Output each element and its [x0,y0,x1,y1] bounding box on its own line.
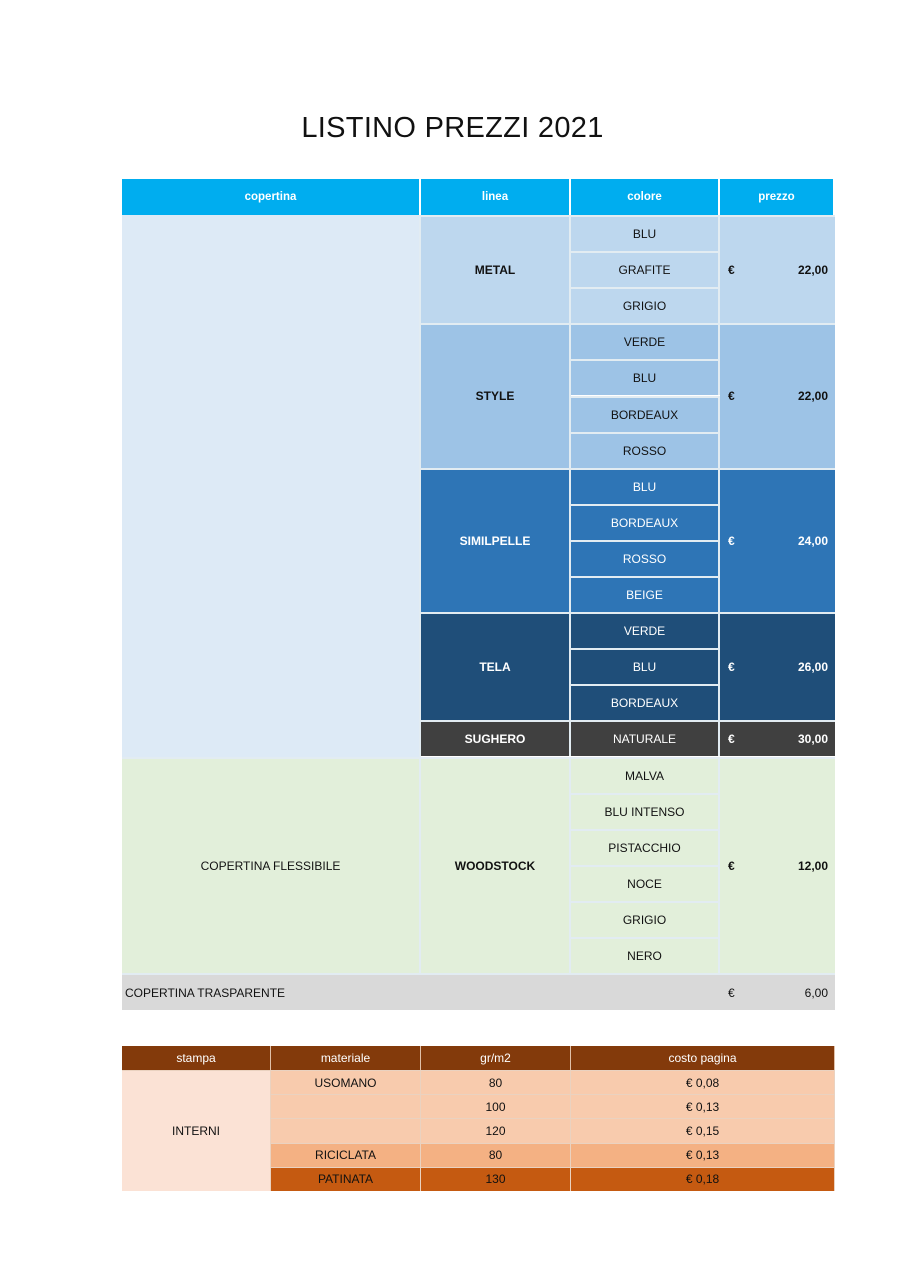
color-woodstock-0: MALVA [571,757,720,793]
price-similpelle [720,468,835,612]
color-tela-0: VERDE [571,612,720,648]
transparent-cover-row [122,973,835,1010]
paper-cost: € 0,15 [571,1118,835,1142]
price-sughero [720,720,835,756]
currency-symbol: € [728,389,735,404]
price-woodstock [720,757,835,974]
transparent-cover-label: COPERTINA TRASPARENTE [125,985,286,1000]
color-similpelle-1: BORDEAUX [571,504,720,540]
price-value: 12,00 [797,858,828,873]
color-style-1: BLU [571,359,720,395]
paper-cost: € 0,08 [571,1070,835,1094]
header-colore: colore [571,179,720,215]
paper-weight: 120 [421,1118,571,1142]
header-linea: linea [421,179,571,215]
price-metal [720,215,835,323]
line-sughero: SUGHERO [421,720,571,756]
color-woodstock-3: NOCE [571,865,720,901]
color-metal-0: BLU [571,215,720,251]
price-value: 26,00 [797,660,828,675]
paper-weight: 130 [421,1167,571,1191]
color-metal-2: GRIGIO [571,287,720,323]
currency-symbol: € [728,263,735,278]
color-tela-2: BORDEAUX [571,684,720,720]
price-value: 22,00 [797,389,828,404]
line-style: STYLE [421,323,571,467]
color-sughero-0: NATURALE [571,720,720,756]
transparent-cover-price: 6,00 [804,985,828,1000]
color-style-3: ROSSO [571,432,720,468]
page-title: LISTINO PREZZI 2021 [301,112,604,144]
price-style [720,323,835,467]
currency-symbol: € [728,858,735,873]
paper-cost: € 0,18 [571,1167,835,1191]
paper-material: PATINATA [271,1167,421,1191]
paper-material: RICICLATA [271,1143,421,1167]
cover-price-table [122,179,835,1011]
paper-weight: 100 [421,1094,571,1118]
color-similpelle-2: ROSSO [571,540,720,576]
line-metal: METAL [421,215,571,323]
paper-header-gr-m2: gr/m2 [421,1046,571,1070]
header-prezzo: prezzo [720,179,835,215]
currency-symbol: € [728,732,735,747]
currency-symbol: € [728,533,735,548]
paper-material: USOMANO [271,1070,421,1094]
color-style-0: VERDE [571,323,720,359]
paper-cost: € 0,13 [571,1094,835,1118]
color-style-2: BORDEAUX [571,396,720,432]
currency-symbol: € [728,985,735,1000]
color-similpelle-3: BEIGE [571,576,720,612]
paper-cost: € 0,13 [571,1143,835,1167]
paper-header-stampa: stampa [122,1046,271,1070]
header-copertina: copertina [122,179,421,215]
flexible-cover-group: COPERTINA FLESSIBILE [122,757,421,974]
paper-header-materiale: materiale [271,1046,421,1070]
color-similpelle-0: BLU [571,468,720,504]
paper-material [271,1118,421,1142]
color-tela-1: BLU [571,648,720,684]
line-woodstock: WOODSTOCK [421,757,571,974]
color-woodstock-5: NERO [571,937,720,973]
price-value: 24,00 [797,533,828,548]
color-woodstock-1: BLU INTENSO [571,793,720,829]
paper-weight: 80 [421,1143,571,1167]
rigid-cover-group [122,215,421,757]
price-value: 22,00 [797,263,828,278]
paper-weight: 80 [421,1070,571,1094]
line-tela: TELA [421,612,571,720]
color-metal-1: GRAFITE [571,251,720,287]
price-value: 30,00 [797,732,828,747]
line-similpelle: SIMILPELLE [421,468,571,612]
stampa-interni: INTERNI [122,1070,271,1191]
paper-header-costo-pagina: costo pagina [571,1046,835,1070]
paper-material [271,1094,421,1118]
color-woodstock-2: PISTACCHIO [571,829,720,865]
price-tela [720,612,835,720]
paper-price-table [122,1046,835,1192]
currency-symbol: € [728,660,735,675]
color-woodstock-4: GRIGIO [571,901,720,937]
